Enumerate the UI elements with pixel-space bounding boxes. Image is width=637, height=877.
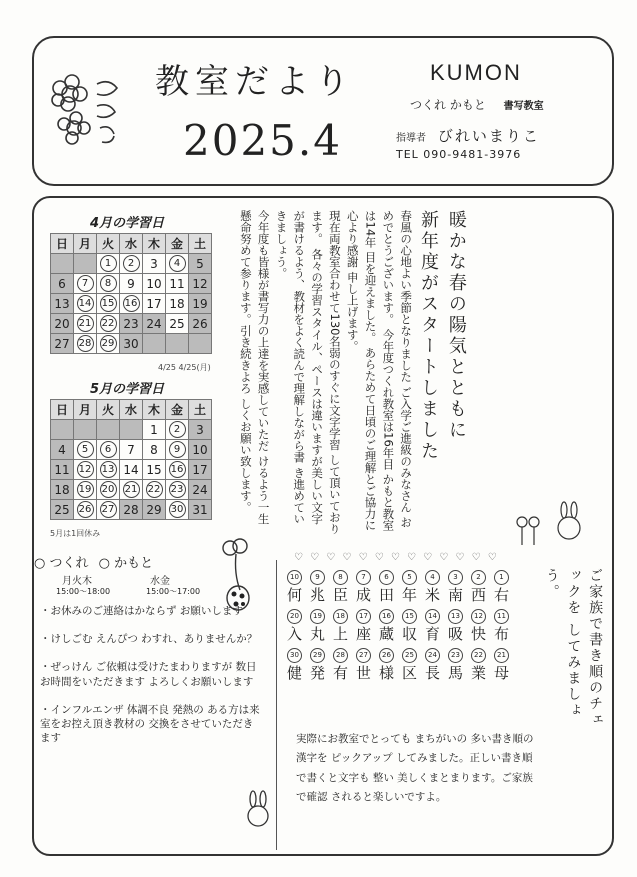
kanji-character: 年: [401, 586, 417, 604]
kanji-item: [493, 609, 510, 644]
kanji-character: 収: [401, 625, 417, 643]
day-cell: 27: [51, 334, 74, 354]
kanji-number: 17: [356, 609, 371, 624]
kanji-number: 3: [448, 570, 463, 585]
kanji-item: [470, 570, 487, 605]
kanji-number: 18: [333, 609, 348, 624]
kanji-character: 発: [309, 664, 325, 682]
kanji-character: 母: [493, 664, 509, 682]
day-cell: 18: [51, 480, 74, 500]
kanji-number: 16: [379, 609, 394, 624]
day-cell: [97, 420, 120, 440]
day-cell: 26: [189, 314, 212, 334]
kanji-character: 兆: [309, 586, 325, 604]
kanji-character: 丸: [309, 625, 325, 643]
leader-line: [396, 125, 540, 146]
kanji-character: 馬: [447, 664, 463, 682]
greeting-headline-1: 暖かな春の陽気とともに: [445, 210, 467, 441]
day-cell: 24: [143, 314, 166, 334]
day-cell: 26: [74, 500, 97, 520]
flower-illustration: [42, 66, 132, 156]
kanji-character: 田: [378, 586, 394, 604]
day-cell: 10: [189, 440, 212, 460]
kanji-character: 吸: [447, 625, 463, 643]
day-cell: [166, 334, 189, 354]
kanji-item: [355, 609, 372, 644]
kanji-row: [286, 609, 510, 644]
schedule-days-2: 水金: [150, 576, 170, 587]
greeting-headline-2: 新年度がスタートしました: [418, 210, 440, 462]
day-cell: 30: [166, 500, 189, 520]
day-cell: [143, 334, 166, 354]
may-calendar: [50, 399, 212, 520]
day-cell: 2: [166, 420, 189, 440]
april-calendar: [50, 233, 212, 354]
kanji-item: [355, 648, 372, 683]
day-cell: 28: [120, 500, 143, 520]
day-cell: 9: [166, 440, 189, 460]
classroom-name: つくれ かもと: [410, 98, 486, 112]
may-calendar-title: 5月の学習日: [90, 382, 165, 397]
schedule-days-1: 月火木: [62, 576, 92, 587]
kanji-row: [286, 648, 510, 683]
day-cell: 5: [74, 440, 97, 460]
classroom-line: [410, 96, 544, 113]
kanji-number: 12: [471, 609, 486, 624]
greeting-paragraph-2: 現在両教室合わせて130名弱のすぐに文字学習 して頂いております。 各々の学習スタイル、ペースは違いますが美しい文字 が書けるよう、教材をよく読んで理解しながら書 き進めていきましょう。: [274, 210, 342, 535]
day-cell: 8: [143, 440, 166, 460]
day-cell: 14: [74, 294, 97, 314]
day-cell: 29: [97, 334, 120, 354]
kanji-item: [309, 570, 326, 605]
schedule-label-1: つくれ: [49, 556, 89, 571]
weekday-cell: 金: [166, 400, 189, 420]
kanji-number: 8: [333, 570, 348, 585]
kanji-item: [447, 648, 464, 683]
kanji-character: 米: [424, 586, 440, 604]
day-cell: 15: [97, 294, 120, 314]
kanji-number: 24: [425, 648, 440, 663]
kanji-item: [286, 648, 303, 683]
kanji-number: 11: [494, 609, 509, 624]
kanji-character: 何: [286, 586, 302, 604]
day-cell: 17: [143, 294, 166, 314]
kanji-character: 業: [470, 664, 486, 682]
kanji-grid: [286, 570, 510, 687]
weekday-cell: 木: [143, 400, 166, 420]
day-cell: 1: [97, 254, 120, 274]
kanji-number: 5: [402, 570, 417, 585]
day-cell: 8: [97, 274, 120, 294]
day-cell: 3: [189, 420, 212, 440]
note-item: ・インフルエンザ 体調不良 発熱の ある方は来室をお控え頂き教材の 交換をさせていただきます: [40, 703, 260, 745]
day-cell: 19: [189, 294, 212, 314]
day-cell: 25: [51, 500, 74, 520]
week-row: [51, 420, 212, 440]
circle-icon: ○: [98, 556, 110, 571]
day-cell: 9: [120, 274, 143, 294]
kanji-item: [493, 570, 510, 605]
day-cell: 4: [51, 440, 74, 460]
kanji-number: 7: [356, 570, 371, 585]
weekday-cell: 木: [143, 234, 166, 254]
day-cell: [120, 420, 143, 440]
day-cell: 2: [120, 254, 143, 274]
kanji-item: [332, 570, 349, 605]
note-item: ・ぜっけん ご依頼は受けたまわりますが 数日お時間をいただきます よろしくお願いします: [40, 661, 257, 688]
week-row: [51, 334, 212, 354]
leader-label: 指導者: [396, 133, 426, 144]
day-cell: 20: [51, 314, 74, 334]
day-cell: 31: [189, 500, 212, 520]
notes-list: [40, 604, 260, 745]
day-cell: 11: [51, 460, 74, 480]
kanji-character: 成: [355, 586, 371, 604]
day-cell: 22: [97, 314, 120, 334]
kanji-number: 13: [448, 609, 463, 624]
checklist-footer: 実際にお教室でとっても まちがいの 多い書き順の 漢字を ピックアップ してみました。正しい書き順で書くと文字も 整い 美しくまとまります。ご家族で確認 されると楽しいですよ。: [296, 733, 534, 804]
kanji-character: 世: [355, 664, 371, 682]
column-divider: [276, 560, 277, 850]
kanji-number: 2: [471, 570, 486, 585]
day-cell: 5: [189, 254, 212, 274]
schedule: [34, 552, 153, 571]
newsletter-title: 教室だより: [155, 62, 355, 102]
schedule-label-2: かもと: [114, 556, 154, 571]
note-item: ・お休みのご連絡はかならず お願いします: [40, 605, 243, 617]
kanji-number: 23: [448, 648, 463, 663]
phone-number: TEL 090-9481-3976: [396, 148, 522, 161]
may-note: 5月は1回休み: [50, 529, 101, 538]
day-cell: 18: [166, 294, 189, 314]
kanji-number: 1: [494, 570, 509, 585]
day-cell: 29: [143, 500, 166, 520]
kanji-item: [424, 570, 441, 605]
week-row: [51, 480, 212, 500]
heart-border: ♡ ♡ ♡ ♡ ♡ ♡ ♡ ♡ ♡ ♡ ♡ ♡ ♡: [294, 552, 499, 563]
weekday-cell: 日: [51, 400, 74, 420]
kanji-item: [332, 648, 349, 683]
day-cell: [51, 420, 74, 440]
day-cell: 14: [120, 460, 143, 480]
kanji-character: 様: [378, 664, 394, 682]
kanji-number: 21: [494, 648, 509, 663]
week-row: [51, 294, 212, 314]
kanji-item: [309, 609, 326, 644]
kanji-item: [470, 609, 487, 644]
kanji-character: 南: [447, 586, 463, 604]
kanji-item: [424, 648, 441, 683]
kanji-item: [286, 570, 303, 605]
kanji-character: 臣: [332, 586, 348, 604]
day-cell: 30: [120, 334, 143, 354]
greeting-block: [236, 210, 470, 535]
day-cell: 13: [97, 460, 120, 480]
kanji-item: [493, 648, 510, 683]
day-cell: 25: [166, 314, 189, 334]
kanji-character: 健: [286, 664, 302, 682]
day-cell: [189, 334, 212, 354]
weekday-header-row: [51, 400, 212, 420]
kanji-character: 右: [493, 586, 509, 604]
day-cell: 27: [97, 500, 120, 520]
kanji-number: 15: [402, 609, 417, 624]
day-cell: 12: [74, 460, 97, 480]
kanji-number: 26: [379, 648, 394, 663]
day-cell: 13: [51, 294, 74, 314]
weekday-cell: 金: [166, 234, 189, 254]
weekday-cell: 水: [120, 400, 143, 420]
day-cell: 3: [143, 254, 166, 274]
checklist-title: ご家族で書き順のチェックを してみましょう。: [543, 568, 604, 728]
kanji-item: [355, 570, 372, 605]
weekday-cell: 土: [189, 234, 212, 254]
kanji-item: [424, 609, 441, 644]
kanji-character: 入: [286, 625, 302, 643]
flowers-and-bunny-illustration: [512, 500, 592, 550]
day-cell: 24: [189, 480, 212, 500]
day-cell: [74, 420, 97, 440]
kanji-item: [447, 570, 464, 605]
classroom-type: 書写教室: [503, 101, 544, 112]
day-cell: 7: [74, 274, 97, 294]
kanji-number: 22: [471, 648, 486, 663]
leader-name: びれいまりこ: [437, 127, 540, 145]
circle-icon: ○: [34, 556, 46, 571]
greeting-paragraph-1: 春風の心地よい季節となりました ご入学ご進級のみなさん おめでとうございます。 今年度つくれ教室は16年目 かもと教室は14年 目を迎えました。 あらためて日頃のご理解とご協力に心より感謝 申し上げます。: [345, 210, 414, 531]
week-row: [51, 460, 212, 480]
bunny-illustration: [240, 790, 276, 830]
april-calendar-title: 4月の学習日: [90, 216, 165, 231]
week-row: [51, 440, 212, 460]
kanji-item: [378, 648, 395, 683]
greeting-paragraph-3: 今年度も皆様が書写力の上達を実感していただ けるよう一生懸命努めて参ります。引き続きよろ しくお願い致します。: [238, 210, 271, 525]
weekday-header-row: [51, 234, 212, 254]
kanji-character: 有: [332, 664, 348, 682]
kanji-number: 25: [402, 648, 417, 663]
day-cell: 4: [166, 254, 189, 274]
kanji-number: 4: [425, 570, 440, 585]
kanji-row: [286, 570, 510, 605]
day-cell: 17: [189, 460, 212, 480]
kanji-character: 長: [424, 664, 440, 682]
kanji-character: 蔵: [378, 625, 394, 643]
kanji-character: 育: [424, 625, 440, 643]
day-cell: 20: [97, 480, 120, 500]
kanji-item: [401, 648, 418, 683]
day-cell: 15: [143, 460, 166, 480]
kanji-number: 10: [287, 570, 302, 585]
day-cell: 12: [189, 274, 212, 294]
kanji-number: 28: [333, 648, 348, 663]
day-cell: 1: [143, 420, 166, 440]
kanji-character: 上: [332, 625, 348, 643]
kanji-item: [286, 609, 303, 644]
day-cell: 6: [51, 274, 74, 294]
weekday-cell: 土: [189, 400, 212, 420]
kanji-character: 布: [493, 625, 509, 643]
issue-date: 2025.4: [183, 116, 342, 165]
weekday-cell: 月: [74, 400, 97, 420]
day-cell: 7: [120, 440, 143, 460]
week-row: [51, 500, 212, 520]
note-item: ・けしごむ えんぴつ わすれ、ありませんか？: [40, 633, 258, 646]
weekday-cell: 火: [97, 234, 120, 254]
week-row: [51, 254, 212, 274]
kanji-character: 快: [470, 625, 486, 643]
brand-logo: KUMON: [430, 60, 522, 85]
day-cell: 16: [120, 294, 143, 314]
day-cell: 16: [166, 460, 189, 480]
kanji-item: [447, 609, 464, 644]
day-cell: 21: [74, 314, 97, 334]
kanji-character: 座: [355, 625, 371, 643]
kanji-number: 20: [287, 609, 302, 624]
kanji-number: 30: [287, 648, 302, 663]
kanji-item: [401, 609, 418, 644]
kanji-character: 西: [470, 586, 486, 604]
kanji-number: 9: [310, 570, 325, 585]
kanji-item: [332, 609, 349, 644]
day-cell: 19: [74, 480, 97, 500]
day-cell: 21: [120, 480, 143, 500]
day-cell: 28: [74, 334, 97, 354]
weekday-cell: 月: [74, 234, 97, 254]
kanji-item: [401, 570, 418, 605]
kanji-number: 14: [425, 609, 440, 624]
week-row: [51, 314, 212, 334]
day-cell: [51, 254, 74, 274]
kanji-number: 29: [310, 648, 325, 663]
kanji-item: [378, 609, 395, 644]
day-cell: 10: [143, 274, 166, 294]
weekday-cell: 水: [120, 234, 143, 254]
kanji-character: 区: [401, 664, 417, 682]
kanji-number: 6: [379, 570, 394, 585]
weekday-cell: 日: [51, 234, 74, 254]
kanji-number: 19: [310, 609, 325, 624]
schedule-time-2: 15:00〜17:00: [146, 587, 201, 596]
kanji-item: [470, 648, 487, 683]
weekday-cell: 火: [97, 400, 120, 420]
day-cell: [74, 254, 97, 274]
week-row: [51, 274, 212, 294]
day-cell: 22: [143, 480, 166, 500]
kanji-item: [378, 570, 395, 605]
day-cell: 6: [97, 440, 120, 460]
schedule-time-1: 15:00〜18:00: [56, 587, 111, 596]
kanji-number: 27: [356, 648, 371, 663]
day-cell: 23: [120, 314, 143, 334]
april-note: 4/25 4/25(月): [158, 363, 211, 372]
day-cell: 11: [166, 274, 189, 294]
kanji-item: [309, 648, 326, 683]
day-cell: 23: [166, 480, 189, 500]
